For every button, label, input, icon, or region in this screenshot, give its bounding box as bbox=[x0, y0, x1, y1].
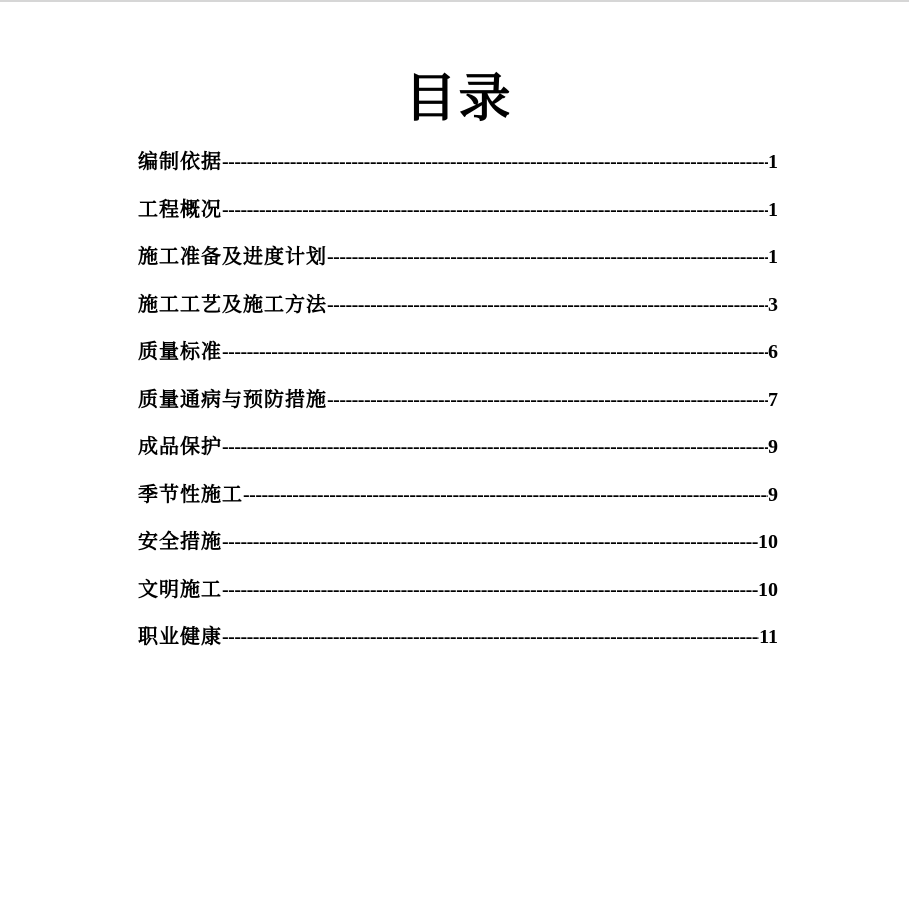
toc-entry-label: 职业健康 bbox=[138, 624, 222, 648]
toc-leader-dashes bbox=[327, 240, 768, 274]
toc-entry[interactable] bbox=[138, 239, 778, 287]
toc-page-number: 1 bbox=[768, 198, 778, 221]
toc-leader-dashes bbox=[222, 335, 768, 369]
toc-page-number: 1 bbox=[768, 151, 778, 173]
toc-page-number: 1 bbox=[768, 246, 778, 268]
toc-leader-dashes bbox=[222, 525, 758, 559]
table-of-contents bbox=[138, 144, 778, 667]
toc-entry-label: 质量通病与预防措施 bbox=[138, 386, 327, 411]
toc-leader-dashes bbox=[222, 430, 768, 464]
toc-leader-dashes bbox=[327, 383, 768, 417]
toc-entry[interactable] bbox=[138, 287, 778, 335]
toc-entry[interactable] bbox=[138, 144, 778, 192]
toc-leader-dashes bbox=[243, 478, 768, 512]
toc-entry-label: 施工工艺及施工方法 bbox=[138, 291, 327, 316]
toc-page-number: 11 bbox=[759, 626, 778, 648]
toc-entry[interactable] bbox=[138, 334, 778, 382]
toc-entry-label: 编制依据 bbox=[138, 149, 222, 173]
toc-entry[interactable] bbox=[138, 429, 778, 477]
toc-entry[interactable] bbox=[138, 382, 778, 430]
toc-page-number: 9 bbox=[768, 483, 778, 506]
toc-page-number: 6 bbox=[768, 341, 778, 363]
toc-page-number: 9 bbox=[768, 436, 778, 458]
toc-leader-dashes bbox=[222, 620, 759, 654]
toc-entry-label: 工程概况 bbox=[138, 196, 222, 221]
toc-entry[interactable] bbox=[138, 572, 778, 620]
toc-leader-dashes bbox=[222, 573, 758, 607]
toc-entry-label: 文明施工 bbox=[138, 576, 222, 601]
toc-leader-dashes bbox=[327, 288, 768, 322]
toc-entry-label: 安全措施 bbox=[138, 529, 222, 553]
toc-page-number: 3 bbox=[768, 293, 778, 316]
toc-entry-label: 质量标准 bbox=[138, 339, 222, 363]
toc-leader-dashes bbox=[222, 145, 768, 179]
toc-leader-dashes bbox=[222, 193, 768, 227]
page-title: 目录 bbox=[404, 69, 513, 129]
toc-page-number: 10 bbox=[758, 578, 778, 601]
toc-entry-label: 季节性施工 bbox=[138, 481, 243, 506]
toc-entry[interactable] bbox=[138, 477, 778, 525]
toc-entry[interactable] bbox=[138, 619, 778, 667]
toc-page-number: 10 bbox=[758, 531, 778, 553]
toc-entry-label: 成品保护 bbox=[138, 434, 222, 458]
toc-entry[interactable] bbox=[138, 524, 778, 572]
toc-page-number: 7 bbox=[768, 388, 778, 411]
toc-entry-label: 施工准备及进度计划 bbox=[138, 244, 327, 268]
toc-entry[interactable] bbox=[138, 192, 778, 240]
